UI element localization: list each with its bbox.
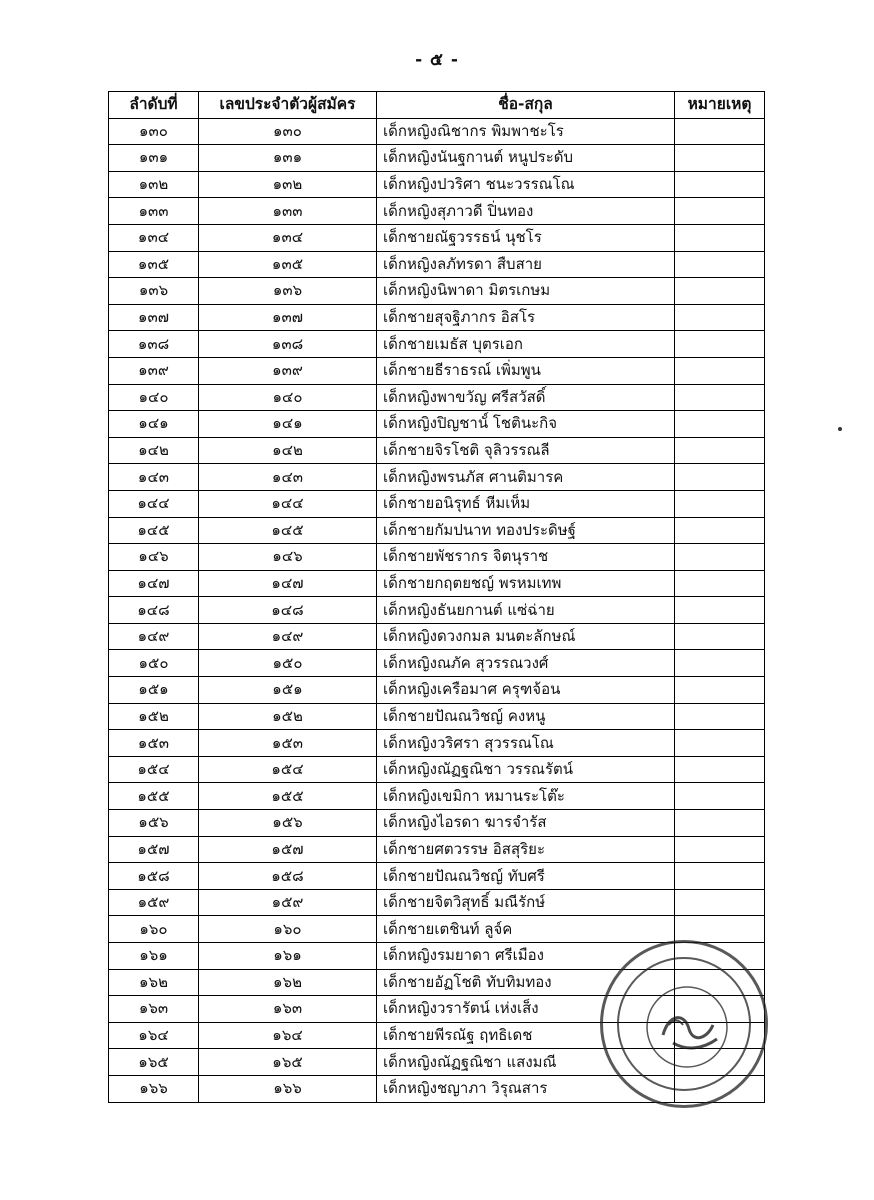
table-row xyxy=(109,357,765,384)
cell-applicant-id: ๑๕๓ xyxy=(199,730,377,757)
cell-applicant-id: ๑๓๐ xyxy=(199,118,377,145)
cell-name: เด็กหญิงวรารัตน์ เห่งเส็ง xyxy=(377,996,675,1023)
cell-applicant-id: ๑๕๖ xyxy=(199,810,377,837)
cell-remarks xyxy=(675,863,765,890)
cell-applicant-id: ๑๓๗ xyxy=(199,304,377,331)
cell-seq: ๑๕๐ xyxy=(109,650,199,677)
cell-seq: ๑๔๘ xyxy=(109,597,199,624)
cell-seq: ๑๖๓ xyxy=(109,996,199,1023)
table-row xyxy=(109,889,765,916)
cell-remarks xyxy=(675,278,765,305)
cell-name: เด็กหญิงลภัทรดา สืบสาย xyxy=(377,251,675,278)
cell-seq: ๑๕๘ xyxy=(109,863,199,890)
table-row xyxy=(109,916,765,943)
cell-seq: ๑๔๗ xyxy=(109,570,199,597)
cell-applicant-id: ๑๔๐ xyxy=(199,384,377,411)
cell-applicant-id: ๑๔๕ xyxy=(199,517,377,544)
cell-seq: ๑๖๔ xyxy=(109,1022,199,1049)
cell-name: เด็กชายกัมปนาท ทองประดิษฐ์ xyxy=(377,517,675,544)
cell-seq: ๑๕๔ xyxy=(109,756,199,783)
cell-seq: ๑๓๐ xyxy=(109,118,199,145)
cell-name: เด็กหญิงปวริศา ชนะวรรณโณ xyxy=(377,171,675,198)
cell-applicant-id: ๑๔๙ xyxy=(199,623,377,650)
cell-applicant-id: ๑๓๘ xyxy=(199,331,377,358)
cell-name: เด็กชายพีรณัฐ ฤทธิเดช xyxy=(377,1022,675,1049)
table-row xyxy=(109,278,765,305)
cell-remarks xyxy=(675,437,765,464)
cell-applicant-id: ๑๖๒ xyxy=(199,969,377,996)
cell-remarks xyxy=(675,597,765,624)
table-row xyxy=(109,490,765,517)
column-header-name: ชื่อ-สกุล xyxy=(377,92,675,119)
cell-seq: ๑๕๕ xyxy=(109,783,199,810)
scan-dot xyxy=(838,427,842,431)
official-seal-icon xyxy=(600,940,768,1108)
cell-name: เด็กชายปัณณวิชญ์ ทับศรี xyxy=(377,863,675,890)
cell-remarks xyxy=(675,544,765,571)
cell-name: เด็กชายจิตวิสุทธิ์ มณีรักษ์ xyxy=(377,889,675,916)
table-row xyxy=(109,703,765,730)
cell-applicant-id: ๑๖๖ xyxy=(199,1075,377,1102)
cell-seq: ๑๕๒ xyxy=(109,703,199,730)
cell-seq: ๑๓๖ xyxy=(109,278,199,305)
cell-name: เด็กหญิงพรนภัส ศานติมารค xyxy=(377,464,675,491)
table-row xyxy=(109,437,765,464)
cell-applicant-id: ๑๖๕ xyxy=(199,1049,377,1076)
table-row xyxy=(109,650,765,677)
cell-name: เด็กชายสุจฐิภากร อิสโร xyxy=(377,304,675,331)
table-row xyxy=(109,171,765,198)
column-header-remarks: หมายเหตุ xyxy=(675,92,765,119)
table-row xyxy=(109,677,765,704)
cell-name: เด็กชายศตวรรษ อิสสุริยะ xyxy=(377,836,675,863)
cell-remarks xyxy=(675,810,765,837)
cell-name: เด็กหญิงไอรดา ฆารจำรัส xyxy=(377,810,675,837)
cell-applicant-id: ๑๓๖ xyxy=(199,278,377,305)
cell-seq: ๑๓๑ xyxy=(109,145,199,172)
cell-applicant-id: ๑๕๙ xyxy=(199,889,377,916)
table-row xyxy=(109,251,765,278)
cell-applicant-id: ๑๓๙ xyxy=(199,357,377,384)
table-row xyxy=(109,517,765,544)
cell-remarks xyxy=(675,756,765,783)
cell-seq: ๑๓๘ xyxy=(109,331,199,358)
table-row xyxy=(109,597,765,624)
cell-applicant-id: ๑๓๓ xyxy=(199,198,377,225)
cell-seq: ๑๓๓ xyxy=(109,198,199,225)
cell-name: เด็กหญิงพาขวัญ ศรีสวัสดิ์ xyxy=(377,384,675,411)
table-row xyxy=(109,570,765,597)
cell-applicant-id: ๑๖๐ xyxy=(199,916,377,943)
column-header-seq: ลำดับที่ xyxy=(109,92,199,119)
cell-name: เด็กชายจิรโชติ จุลิวรรณลี xyxy=(377,437,675,464)
table-row xyxy=(109,544,765,571)
cell-remarks xyxy=(675,889,765,916)
cell-remarks xyxy=(675,783,765,810)
cell-remarks xyxy=(675,251,765,278)
cell-applicant-id: ๑๕๒ xyxy=(199,703,377,730)
cell-applicant-id: ๑๔๓ xyxy=(199,464,377,491)
cell-applicant-id: ๑๕๕ xyxy=(199,783,377,810)
cell-seq: ๑๕๑ xyxy=(109,677,199,704)
cell-remarks xyxy=(675,677,765,704)
cell-name: เด็กชายธีราธรณ์ เพิ่มพูน xyxy=(377,357,675,384)
cell-seq: ๑๖๒ xyxy=(109,969,199,996)
cell-name: เด็กหญิงวริศรา สุวรรณโณ xyxy=(377,730,675,757)
cell-applicant-id: ๑๖๔ xyxy=(199,1022,377,1049)
table-row xyxy=(109,224,765,251)
cell-name: เด็กหญิงณภัค สุวรรณวงศ์ xyxy=(377,650,675,677)
cell-seq: ๑๔๙ xyxy=(109,623,199,650)
cell-name: เด็กชายปัณณวิชญ์ คงหนู xyxy=(377,703,675,730)
cell-remarks xyxy=(675,730,765,757)
table-row xyxy=(109,756,765,783)
cell-seq: ๑๔๒ xyxy=(109,437,199,464)
cell-seq: ๑๕๓ xyxy=(109,730,199,757)
cell-seq: ๑๔๔ xyxy=(109,490,199,517)
cell-name: เด็กชายอัฏโชติ ทับทิมทอง xyxy=(377,969,675,996)
cell-remarks xyxy=(675,171,765,198)
cell-seq: ๑๓๒ xyxy=(109,171,199,198)
cell-name: เด็กหญิงณัฏฐณิชา วรรณรัตน์ xyxy=(377,756,675,783)
cell-name: เด็กชายณัฐวรรธน์ นุชโร xyxy=(377,224,675,251)
cell-seq: ๑๓๔ xyxy=(109,224,199,251)
cell-remarks xyxy=(675,357,765,384)
cell-remarks xyxy=(675,916,765,943)
cell-name: เด็กหญิงนันฐกานต์ หนูประดับ xyxy=(377,145,675,172)
table-row xyxy=(109,730,765,757)
cell-name: เด็กหญิงสุภาวดี ปิ่นทอง xyxy=(377,198,675,225)
table-row xyxy=(109,623,765,650)
cell-remarks xyxy=(675,198,765,225)
cell-seq: ๑๔๑ xyxy=(109,411,199,438)
cell-remarks xyxy=(675,384,765,411)
cell-remarks xyxy=(675,304,765,331)
cell-seq: ๑๓๕ xyxy=(109,251,199,278)
cell-remarks xyxy=(675,411,765,438)
cell-seq: ๑๔๕ xyxy=(109,517,199,544)
page-number: - ๕ - xyxy=(415,50,459,70)
cell-remarks xyxy=(675,145,765,172)
cell-name: เด็กหญิงณิชากร พิมพาชะโร xyxy=(377,118,675,145)
cell-name: เด็กหญิงนิพาดา มิตรเกษม xyxy=(377,278,675,305)
cell-seq: ๑๕๙ xyxy=(109,889,199,916)
cell-remarks xyxy=(675,570,765,597)
table-row xyxy=(109,198,765,225)
table-row xyxy=(109,863,765,890)
table-row xyxy=(109,411,765,438)
cell-remarks xyxy=(675,331,765,358)
table-row xyxy=(109,783,765,810)
table-row xyxy=(109,118,765,145)
cell-name: เด็กหญิงณัฏฐณิชา แสงมณี xyxy=(377,1049,675,1076)
cell-applicant-id: ๑๔๘ xyxy=(199,597,377,624)
cell-applicant-id: ๑๓๑ xyxy=(199,145,377,172)
cell-seq: ๑๕๗ xyxy=(109,836,199,863)
table-row xyxy=(109,810,765,837)
cell-name: เด็กหญิงดวงกมล มนตะลักษณ์ xyxy=(377,623,675,650)
cell-remarks xyxy=(675,623,765,650)
cell-name: เด็กหญิงรมยาดา ศรีเมือง xyxy=(377,943,675,970)
cell-name: เด็กชายเมธัส บุตรเอก xyxy=(377,331,675,358)
table-row xyxy=(109,331,765,358)
cell-remarks xyxy=(675,836,765,863)
cell-name: เด็กชายอนิรุทธ์ หีมเห็ม xyxy=(377,490,675,517)
cell-remarks xyxy=(675,118,765,145)
cell-seq: ๑๓๗ xyxy=(109,304,199,331)
cell-seq: ๑๖๕ xyxy=(109,1049,199,1076)
cell-seq: ๑๕๖ xyxy=(109,810,199,837)
cell-applicant-id: ๑๕๐ xyxy=(199,650,377,677)
cell-applicant-id: ๑๕๔ xyxy=(199,756,377,783)
cell-seq: ๑๖๖ xyxy=(109,1075,199,1102)
cell-applicant-id: ๑๓๒ xyxy=(199,171,377,198)
cell-remarks xyxy=(675,650,765,677)
cell-name: เด็กหญิงธันยกานต์ แซ่ฉ่าย xyxy=(377,597,675,624)
cell-applicant-id: ๑๔๖ xyxy=(199,544,377,571)
cell-name: เด็กหญิงปิญชานั์ โชตินะกิจ xyxy=(377,411,675,438)
cell-remarks xyxy=(675,464,765,491)
cell-name: เด็กหญิงชญาภา วิรุณสาร xyxy=(377,1075,675,1102)
cell-seq: ๑๖๐ xyxy=(109,916,199,943)
cell-seq: ๑๔๓ xyxy=(109,464,199,491)
cell-applicant-id: ๑๔๗ xyxy=(199,570,377,597)
cell-applicant-id: ๑๕๗ xyxy=(199,836,377,863)
cell-applicant-id: ๑๔๑ xyxy=(199,411,377,438)
cell-seq: ๑๓๙ xyxy=(109,357,199,384)
cell-applicant-id: ๑๓๕ xyxy=(199,251,377,278)
table-header-row xyxy=(109,92,765,119)
table-row xyxy=(109,384,765,411)
cell-name: เด็กหญิงเขมิกา หมานระโต๊ะ xyxy=(377,783,675,810)
cell-remarks xyxy=(675,703,765,730)
cell-applicant-id: ๑๓๔ xyxy=(199,224,377,251)
cell-applicant-id: ๑๕๑ xyxy=(199,677,377,704)
table-row xyxy=(109,464,765,491)
cell-name: เด็กชายพัชรากร จิตนุราช xyxy=(377,544,675,571)
cell-seq: ๑๖๑ xyxy=(109,943,199,970)
table-row xyxy=(109,836,765,863)
cell-name: เด็กหญิงเครือมาศ ครุฑจ้อน xyxy=(377,677,675,704)
cell-name: เด็กชายเตชินท์ ลูจ์ค xyxy=(377,916,675,943)
cell-applicant-id: ๑๖๑ xyxy=(199,943,377,970)
cell-remarks xyxy=(675,517,765,544)
cell-applicant-id: ๑๖๓ xyxy=(199,996,377,1023)
cell-applicant-id: ๑๕๘ xyxy=(199,863,377,890)
cell-applicant-id: ๑๔๒ xyxy=(199,437,377,464)
cell-remarks xyxy=(675,224,765,251)
column-header-applicant-id: เลขประจำตัวผู้สมัคร xyxy=(199,92,377,119)
cell-applicant-id: ๑๔๔ xyxy=(199,490,377,517)
table-row xyxy=(109,304,765,331)
cell-seq: ๑๔๐ xyxy=(109,384,199,411)
table-row xyxy=(109,145,765,172)
cell-remarks xyxy=(675,490,765,517)
cell-name: เด็กชายกฤตยชญ์ พรหมเทพ xyxy=(377,570,675,597)
cell-seq: ๑๔๖ xyxy=(109,544,199,571)
